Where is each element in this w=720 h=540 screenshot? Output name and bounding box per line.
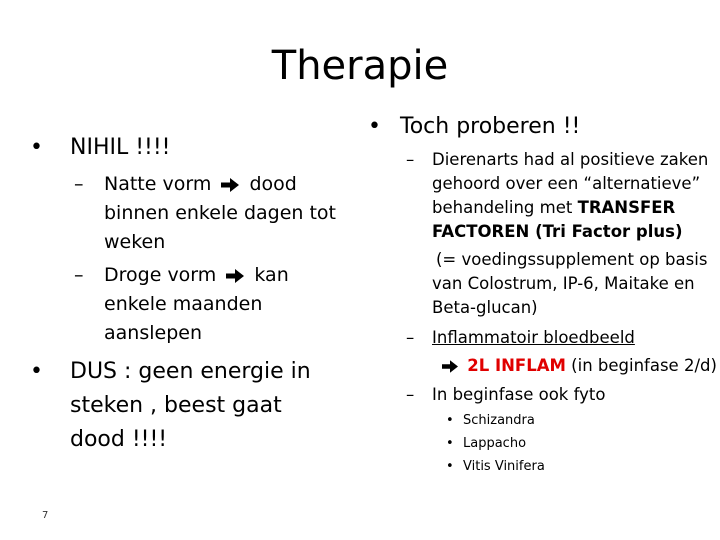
- sub2-line2: [442, 355, 717, 377]
- sub2-inflammatoir: Inflammatoir bloedbeeld: [432, 328, 635, 347]
- sub-dash: –: [406, 328, 415, 347]
- sub-droge-after: kan: [254, 264, 289, 286]
- fyto-item: Lappacho: [463, 436, 527, 451]
- sub-dash: –: [406, 385, 415, 404]
- page-number: 7: [42, 510, 49, 521]
- sub1-line3-bold: TRANSFER: [577, 198, 676, 217]
- sub1-line4: FACTOREN (Tri Factor plus): [432, 222, 683, 241]
- inflam-note: (in beginfase 2/d): [565, 356, 717, 375]
- sub1-line3-normal: behandeling met: [432, 198, 578, 217]
- sub-natte-line3: weken: [104, 231, 166, 253]
- sub-natte-vorm: [104, 172, 297, 196]
- fyto-item: Vitis Vinifera: [463, 459, 545, 474]
- bullet-dus-line1: DUS : geen energie in: [70, 359, 311, 384]
- slide-title: Therapie: [271, 43, 449, 89]
- arrow-right-icon: [221, 178, 239, 192]
- sub-natte-line2: binnen enkele dagen tot: [104, 202, 337, 224]
- sub-dash: –: [74, 264, 84, 286]
- bullet-dus-line2: steken , beest gaat: [70, 393, 282, 418]
- sub-droge-line3: aanslepen: [104, 322, 202, 344]
- sub-droge-line2: enkele maanden: [104, 293, 263, 315]
- bullet-dus-line3: dood !!!!: [70, 427, 168, 452]
- sub-dash: –: [74, 173, 84, 195]
- bullet-dot: •: [30, 359, 43, 384]
- sub1-line6: van Colostrum, IP-6, Maitake en: [432, 274, 695, 293]
- sub-natte-after: dood: [249, 173, 297, 195]
- bullet-dot: •: [446, 459, 454, 474]
- sub-natte-before: Natte vorm: [104, 173, 212, 195]
- sub1-line3: [432, 197, 675, 219]
- arrow-right-icon: [226, 269, 244, 283]
- bullet-nihil: NIHIL !!!!: [70, 135, 171, 160]
- sub1-line1: Dierenarts had al positieve zaken: [432, 150, 709, 169]
- sub1-line7: Beta-glucan): [432, 298, 538, 317]
- fyto-item: Schizandra: [463, 413, 535, 428]
- arrow-right-icon: [442, 360, 458, 373]
- inflam-value: 2L INFLAM: [467, 356, 566, 375]
- sub-droge-vorm: [104, 263, 289, 287]
- bullet-dot: •: [30, 135, 43, 160]
- bullet-dot: •: [446, 436, 454, 451]
- bullet-toch-proberen: Toch proberen !!: [400, 114, 581, 139]
- sub1-line2: gehoord over een “alternatieve”: [432, 174, 701, 193]
- sub-droge-before: Droge vorm: [104, 264, 217, 286]
- bullet-dot: •: [368, 114, 381, 139]
- sub-dash: –: [406, 150, 415, 169]
- bullet-dot: •: [446, 413, 454, 428]
- sub1-line5: (= voedingssupplement op basis: [436, 250, 708, 269]
- sub3-fyto: In beginfase ook fyto: [432, 385, 606, 404]
